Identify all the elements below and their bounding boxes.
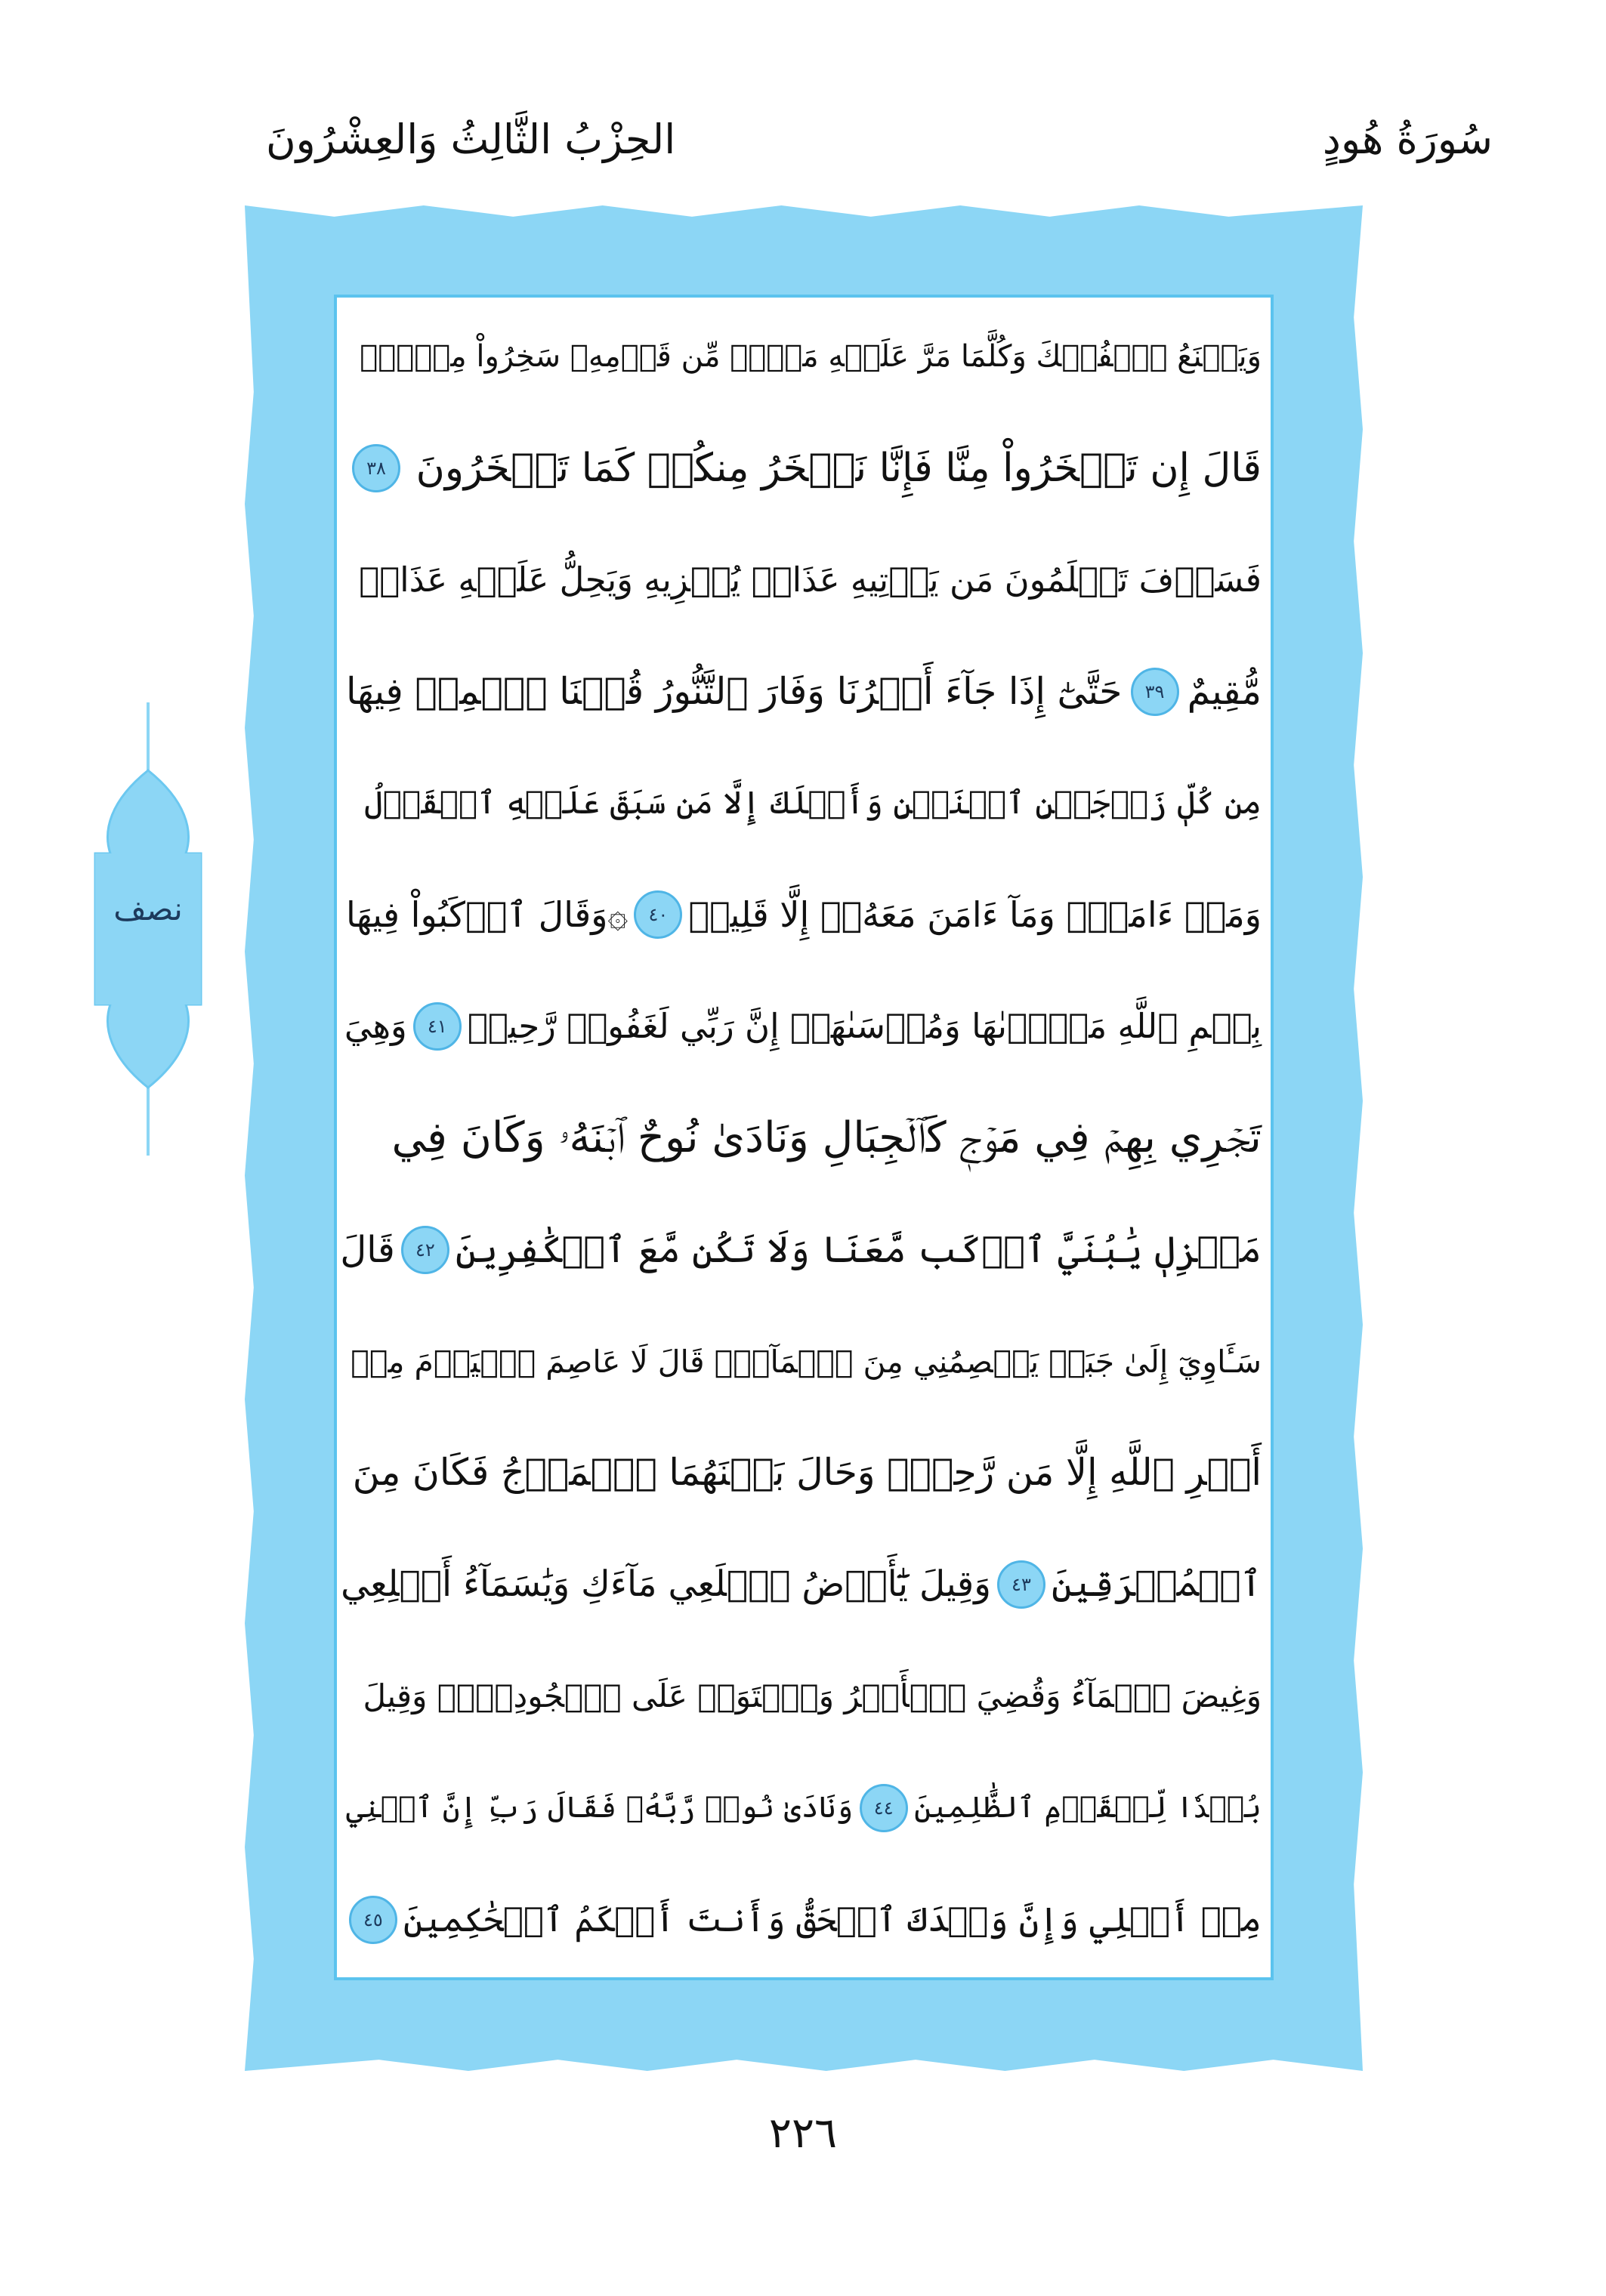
verse-line [346, 1875, 1262, 1965]
ayah-number-marker: ٤١ [413, 1002, 462, 1051]
ayah-number-marker: ٤٤ [860, 1784, 908, 1832]
verse-text: بِسۡمِ ٱللَّهِ مَجۡر۪ىٰهَا وَمُرۡسَىٰهَآۚ إِنَّ رَبِّي لَغَفُورٞ رَّحِيمٞ [467, 1006, 1262, 1047]
verse-line [346, 535, 1262, 625]
page-number: ٢٢٦ [768, 2109, 838, 2158]
verse-text: وَغِيضَ ٱلۡمَآءُ وَقُضِيَ ٱلۡأَمۡرُ وَٱسۡتَوَتۡ عَلَى ٱلۡجُودِيِّۖ وَقِيلَ [363, 1677, 1262, 1715]
verse-line [346, 981, 1262, 1072]
verse-text: مَعۡزِلٖ يَٰبُنَيَّ ٱرۡكَب مَّعَنَا وَلَا تَكُن مَّعَ ٱلۡكَٰفِرِينَ [455, 1228, 1262, 1271]
verse-text: ۞وَقَالَ ٱرۡكَبُواْ فِيهَا [345, 894, 629, 936]
ayah-number-marker: ٤٥ [349, 1896, 397, 1944]
verse-line [346, 1763, 1262, 1853]
verse-line [346, 758, 1262, 848]
ayah-number-marker: ٤٠ [634, 890, 682, 939]
hizb-badge-label: نصف [113, 890, 183, 927]
ayah-number-marker: ٣٨ [352, 444, 400, 492]
verse-text: وَيَصۡنَعُ ٱلۡفُلۡكَ وَكُلَّمَا مَرَّ عَلَيۡهِ مَلَأٞ مِّن قَوۡمِهِۦ سَخِرُواْ مِنۡهُۚ [360, 339, 1262, 374]
verse-text: وَنَادَىٰ نُوحٞ رَّبَّهُۥ فَقَالَ رَبِّ إِنَّ ٱبۡنِي [346, 1790, 854, 1825]
verse-text: قَالَ إِن تَسۡخَرُواْ مِنَّا فَإِنَّا نَسۡخَرُ مِنكُمۡ كَمَا تَسۡخَرُونَ [415, 445, 1262, 491]
verse-line [346, 423, 1262, 514]
verse-text: قَالَ [340, 1228, 395, 1271]
verse-line [340, 1205, 1262, 1295]
ayah-number-marker: ٣٩ [1131, 668, 1179, 716]
verse-line [346, 647, 1262, 737]
verse-text: مِنۡ أَهۡلِي وَإِنَّ وَعۡدَكَ ٱلۡحَقُّ وَأَنتَ أَحۡكَمُ ٱلۡحَٰكِمِينَ [403, 1899, 1262, 1940]
verse-line [346, 1316, 1262, 1407]
verse-text: وَقِيلَ يَٰٓأَرۡضُ ٱبۡلَعِي مَآءَكِ وَيَٰسَمَآءُ أَقۡلِعِي [341, 1563, 991, 1606]
ayah-number-marker: ٤٣ [997, 1560, 1045, 1609]
verse-line [346, 311, 1262, 402]
verse-text: ٱلۡمُغۡرَقِينَ [1051, 1563, 1262, 1606]
verse-line [346, 1093, 1262, 1183]
verse-line [346, 1427, 1262, 1518]
verse-line [346, 1651, 1262, 1742]
verse-line [341, 1539, 1262, 1630]
hizb-name-header: الحِزْبُ الثَّالِثُ وَالعِشْرُونَ [266, 116, 676, 163]
verse-line [346, 869, 1262, 960]
verse-text: بُعۡدٗا لِّلۡقَوۡمِ ٱلظَّٰلِمِينَ [914, 1790, 1262, 1825]
verse-text: حَتَّىٰٓ إِذَا جَآءَ أَمۡرُنَا وَفَارَ ٱلتَّنُّورُ قُلۡنَا ٱحۡمِلۡ فِيهَا [346, 669, 1123, 713]
verse-text: وَمَنۡ ءَامَنَۚ وَمَآ ءَامَنَ مَعَهُۥٓ إِلَّا قَلِيلٞ [688, 894, 1262, 936]
verse-text: مُّقِيمٌ [1187, 669, 1262, 713]
hizb-quarter-badge [88, 702, 208, 1156]
verse-text: تَجۡرِي بِهِمۡ فِي مَوۡجٖ كَٱلۡجِبَالِ وَنَادَىٰ نُوحٌ ٱبۡنَهُۥ وَكَانَ فِي [391, 1113, 1262, 1162]
verse-text: وَهِيَ [344, 1006, 407, 1047]
verse-text: أَمۡرِ ٱللَّهِ إِلَّا مَن رَّحِمَۚ وَحَالَ بَيۡنَهُمَا ٱلۡمَوۡجُ فَكَانَ مِنَ [352, 1451, 1262, 1495]
verse-text: مِن كُلّٖ زَوۡجَيۡنِ ٱثۡنَيۡنِ وَأَهۡلَكَ إِلَّا مَن سَبَقَ عَلَيۡهِ ٱلۡقَوۡلُ [364, 784, 1262, 822]
ayah-number-marker: ٤٢ [401, 1226, 449, 1274]
verse-text: سَـَٔاوِيٓ إِلَىٰ جَبَلٖ يَعۡصِمُنِي مِنَ ٱلۡمَآءِۚ قَالَ لَا عَاصِمَ ٱلۡيَوۡمَ مِنۡ [351, 1343, 1262, 1380]
quran-text-block [340, 302, 1262, 1974]
surah-name-header: سُورَةُ هُودٍ [1322, 116, 1493, 163]
verse-text: فَسَوۡفَ تَعۡلَمُونَ مَن يَأۡتِيهِ عَذَابٞ يُخۡزِيهِ وَيَحِلُّ عَلَيۡهِ عَذَابٞ [359, 559, 1262, 600]
